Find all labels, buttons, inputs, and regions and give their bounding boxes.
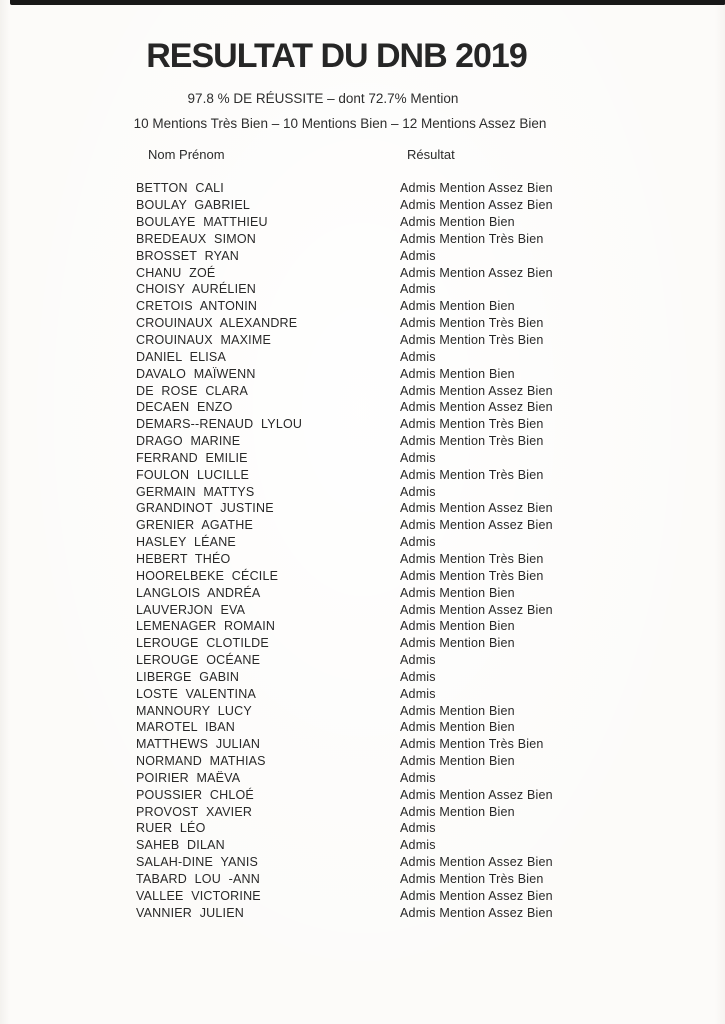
student-name: LEMENAGER ROMAIN bbox=[136, 619, 276, 634]
table-row bbox=[136, 702, 676, 719]
table-row bbox=[136, 315, 676, 332]
table-row bbox=[136, 180, 676, 197]
student-result: Admis Mention Assez Bien bbox=[400, 501, 553, 516]
student-result: Admis Mention Bien bbox=[400, 299, 515, 314]
student-result: Admis bbox=[400, 686, 436, 701]
table-row bbox=[136, 483, 676, 500]
student-result: Admis Mention Très Bien bbox=[400, 872, 544, 887]
student-name: BETTON CALI bbox=[136, 181, 224, 196]
table-row bbox=[136, 365, 676, 382]
student-result: Admis bbox=[400, 669, 436, 684]
table-row bbox=[136, 298, 676, 315]
student-result: Admis Mention Très Bien bbox=[400, 551, 544, 566]
student-name: BOULAYE MATTHIEU bbox=[136, 215, 268, 230]
table-row bbox=[136, 197, 676, 214]
page-title: RESULTAT DU DNB 2019 bbox=[146, 37, 527, 75]
student-name: POIRIER MAËVA bbox=[136, 770, 241, 785]
student-name: HASLEY LÉANE bbox=[136, 535, 236, 550]
student-result: Admis Mention Assez Bien bbox=[400, 888, 553, 903]
student-name: CROUINAUX MAXIME bbox=[136, 333, 271, 348]
student-result: Admis bbox=[400, 535, 436, 550]
student-result: Admis bbox=[400, 450, 436, 465]
student-name: NORMAND MATHIAS bbox=[136, 754, 266, 769]
table-row bbox=[136, 652, 676, 669]
table-row bbox=[136, 685, 676, 702]
student-name: GRENIER AGATHE bbox=[136, 518, 254, 533]
student-result: Admis Mention Très Bien bbox=[400, 316, 544, 331]
student-result: Admis Mention Très Bien bbox=[400, 568, 544, 583]
student-result: Admis Mention Très Bien bbox=[400, 333, 544, 348]
student-name: LOSTE VALENTINA bbox=[136, 686, 256, 701]
student-name: LAUVERJON EVA bbox=[136, 602, 246, 617]
student-result: Admis Mention Assez Bien bbox=[400, 181, 553, 196]
student-name: GRANDINOT JUSTINE bbox=[136, 501, 274, 516]
table-row bbox=[136, 786, 676, 803]
student-result: Admis Mention Bien bbox=[400, 636, 515, 651]
student-result: Admis Mention Assez Bien bbox=[400, 787, 553, 802]
table-row bbox=[136, 517, 676, 534]
table-row bbox=[136, 635, 676, 652]
table-row bbox=[136, 281, 676, 298]
student-result: Admis bbox=[400, 349, 436, 364]
table-row bbox=[136, 854, 676, 871]
student-name: BOULAY GABRIEL bbox=[136, 198, 251, 213]
student-name: CRETOIS ANTONIN bbox=[136, 299, 258, 314]
table-row bbox=[136, 753, 676, 770]
student-name: LIBERGE GABIN bbox=[136, 669, 240, 684]
student-name: MAROTEL IBAN bbox=[136, 720, 236, 735]
student-result: Admis Mention Assez Bien bbox=[400, 905, 553, 920]
student-result: Admis bbox=[400, 248, 436, 263]
table-row bbox=[136, 904, 676, 921]
student-result: Admis Mention Bien bbox=[400, 804, 515, 819]
mentions-summary-subtitle: 10 Mentions Très Bien – 10 Mentions Bien – 12 Mentions Assez Bien bbox=[133, 116, 547, 131]
student-name: CHOISY AURÉLIEN bbox=[136, 282, 257, 297]
student-name: CHANU ZOÉ bbox=[136, 265, 216, 280]
student-result: Admis bbox=[400, 282, 436, 297]
table-row bbox=[136, 551, 676, 568]
student-result: Admis Mention Assez Bien bbox=[400, 400, 553, 415]
table-row bbox=[136, 871, 676, 888]
table-row bbox=[136, 214, 676, 231]
student-name: BROSSET RYAN bbox=[136, 248, 239, 263]
student-name: LANGLOIS ANDRÉA bbox=[136, 585, 261, 600]
table-row bbox=[136, 534, 676, 551]
student-name: DE ROSE CLARA bbox=[136, 383, 249, 398]
student-result: Admis Mention Assez Bien bbox=[400, 265, 553, 280]
success-rate-subtitle: 97.8 % DE RÉUSSITE – dont 72.7% Mention bbox=[187, 91, 459, 106]
student-name: GERMAIN MATTYS bbox=[136, 484, 255, 499]
table-row bbox=[136, 332, 676, 349]
column-header-result: Résultat bbox=[407, 147, 455, 162]
student-result: Admis Mention Très Bien bbox=[400, 737, 544, 752]
student-result: Admis Mention Très Bien bbox=[400, 417, 544, 432]
student-name: DRAGO MARINE bbox=[136, 434, 241, 449]
student-name: FOULON LUCILLE bbox=[136, 467, 250, 482]
table-row bbox=[136, 348, 676, 365]
student-result: Admis bbox=[400, 838, 436, 853]
table-row bbox=[136, 837, 676, 854]
student-name: LEROUGE CLOTILDE bbox=[136, 636, 269, 651]
table-row bbox=[136, 500, 676, 517]
student-result: Admis Mention Très Bien bbox=[400, 467, 544, 482]
student-name: HOORELBEKE CÉCILE bbox=[136, 568, 279, 583]
student-name: SALAH-DINE YANIS bbox=[136, 855, 259, 870]
student-result: Admis Mention Bien bbox=[400, 754, 515, 769]
table-row bbox=[136, 466, 676, 483]
table-row bbox=[136, 416, 676, 433]
table-row bbox=[136, 382, 676, 399]
student-result: Admis bbox=[400, 821, 436, 836]
table-row bbox=[136, 770, 676, 787]
student-name: POUSSIER CHLOÉ bbox=[136, 787, 254, 802]
student-result: Admis Mention Assez Bien bbox=[400, 602, 553, 617]
student-name: TABARD LOU -ANN bbox=[136, 872, 260, 887]
student-name: DECAEN ENZO bbox=[136, 400, 233, 415]
student-result: Admis Mention Bien bbox=[400, 619, 515, 634]
table-row bbox=[136, 433, 676, 450]
student-result: Admis bbox=[400, 770, 436, 785]
table-row bbox=[136, 719, 676, 736]
student-name: HEBERT THÉO bbox=[136, 551, 231, 566]
student-result: Admis Mention Assez Bien bbox=[400, 518, 553, 533]
student-name: PROVOST XAVIER bbox=[136, 804, 253, 819]
table-row bbox=[136, 584, 676, 601]
table-row bbox=[136, 399, 676, 416]
student-name: RUER LÉO bbox=[136, 821, 206, 836]
student-name: BREDEAUX SIMON bbox=[136, 231, 257, 246]
student-result: Admis Mention Très Bien bbox=[400, 231, 544, 246]
student-result: Admis Mention Bien bbox=[400, 720, 515, 735]
student-name: LEROUGE OCÉANE bbox=[136, 653, 261, 668]
table-row bbox=[136, 264, 676, 281]
student-result: Admis bbox=[400, 484, 436, 499]
table-row bbox=[136, 231, 676, 248]
table-row bbox=[136, 887, 676, 904]
student-name: FERRAND EMILIE bbox=[136, 450, 248, 465]
student-name: MATTHEWS JULIAN bbox=[136, 737, 261, 752]
table-row bbox=[136, 567, 676, 584]
student-result: Admis Mention Bien bbox=[400, 366, 515, 381]
results-list bbox=[136, 180, 676, 921]
student-name: DEMARS--RENAUD LYLOU bbox=[136, 417, 303, 432]
student-result: Admis Mention Bien bbox=[400, 215, 515, 230]
student-name: CROUINAUX ALEXANDRE bbox=[136, 316, 298, 331]
student-name: VALLEE VICTORINE bbox=[136, 888, 261, 903]
student-result: Admis Mention Très Bien bbox=[400, 434, 544, 449]
table-row bbox=[136, 736, 676, 753]
table-row bbox=[136, 601, 676, 618]
student-name: DANIEL ELISA bbox=[136, 349, 226, 364]
student-result: Admis Mention Bien bbox=[400, 585, 515, 600]
student-result: Admis bbox=[400, 653, 436, 668]
student-name: MANNOURY LUCY bbox=[136, 703, 252, 718]
student-result: Admis Mention Bien bbox=[400, 703, 515, 718]
student-result: Admis Mention Assez Bien bbox=[400, 198, 553, 213]
scan-edge-artifact bbox=[10, 0, 725, 5]
student-result: Admis Mention Assez Bien bbox=[400, 855, 553, 870]
student-name: SAHEB DILAN bbox=[136, 838, 225, 853]
table-row bbox=[136, 247, 676, 264]
table-row bbox=[136, 820, 676, 837]
table-row bbox=[136, 450, 676, 467]
student-result: Admis Mention Assez Bien bbox=[400, 383, 553, 398]
student-name: VANNIER JULIEN bbox=[136, 905, 244, 920]
table-row bbox=[136, 803, 676, 820]
column-header-name: Nom Prénom bbox=[148, 147, 225, 162]
student-name: DAVALO MAÏWENN bbox=[136, 366, 256, 381]
table-row bbox=[136, 618, 676, 635]
table-row bbox=[136, 668, 676, 685]
